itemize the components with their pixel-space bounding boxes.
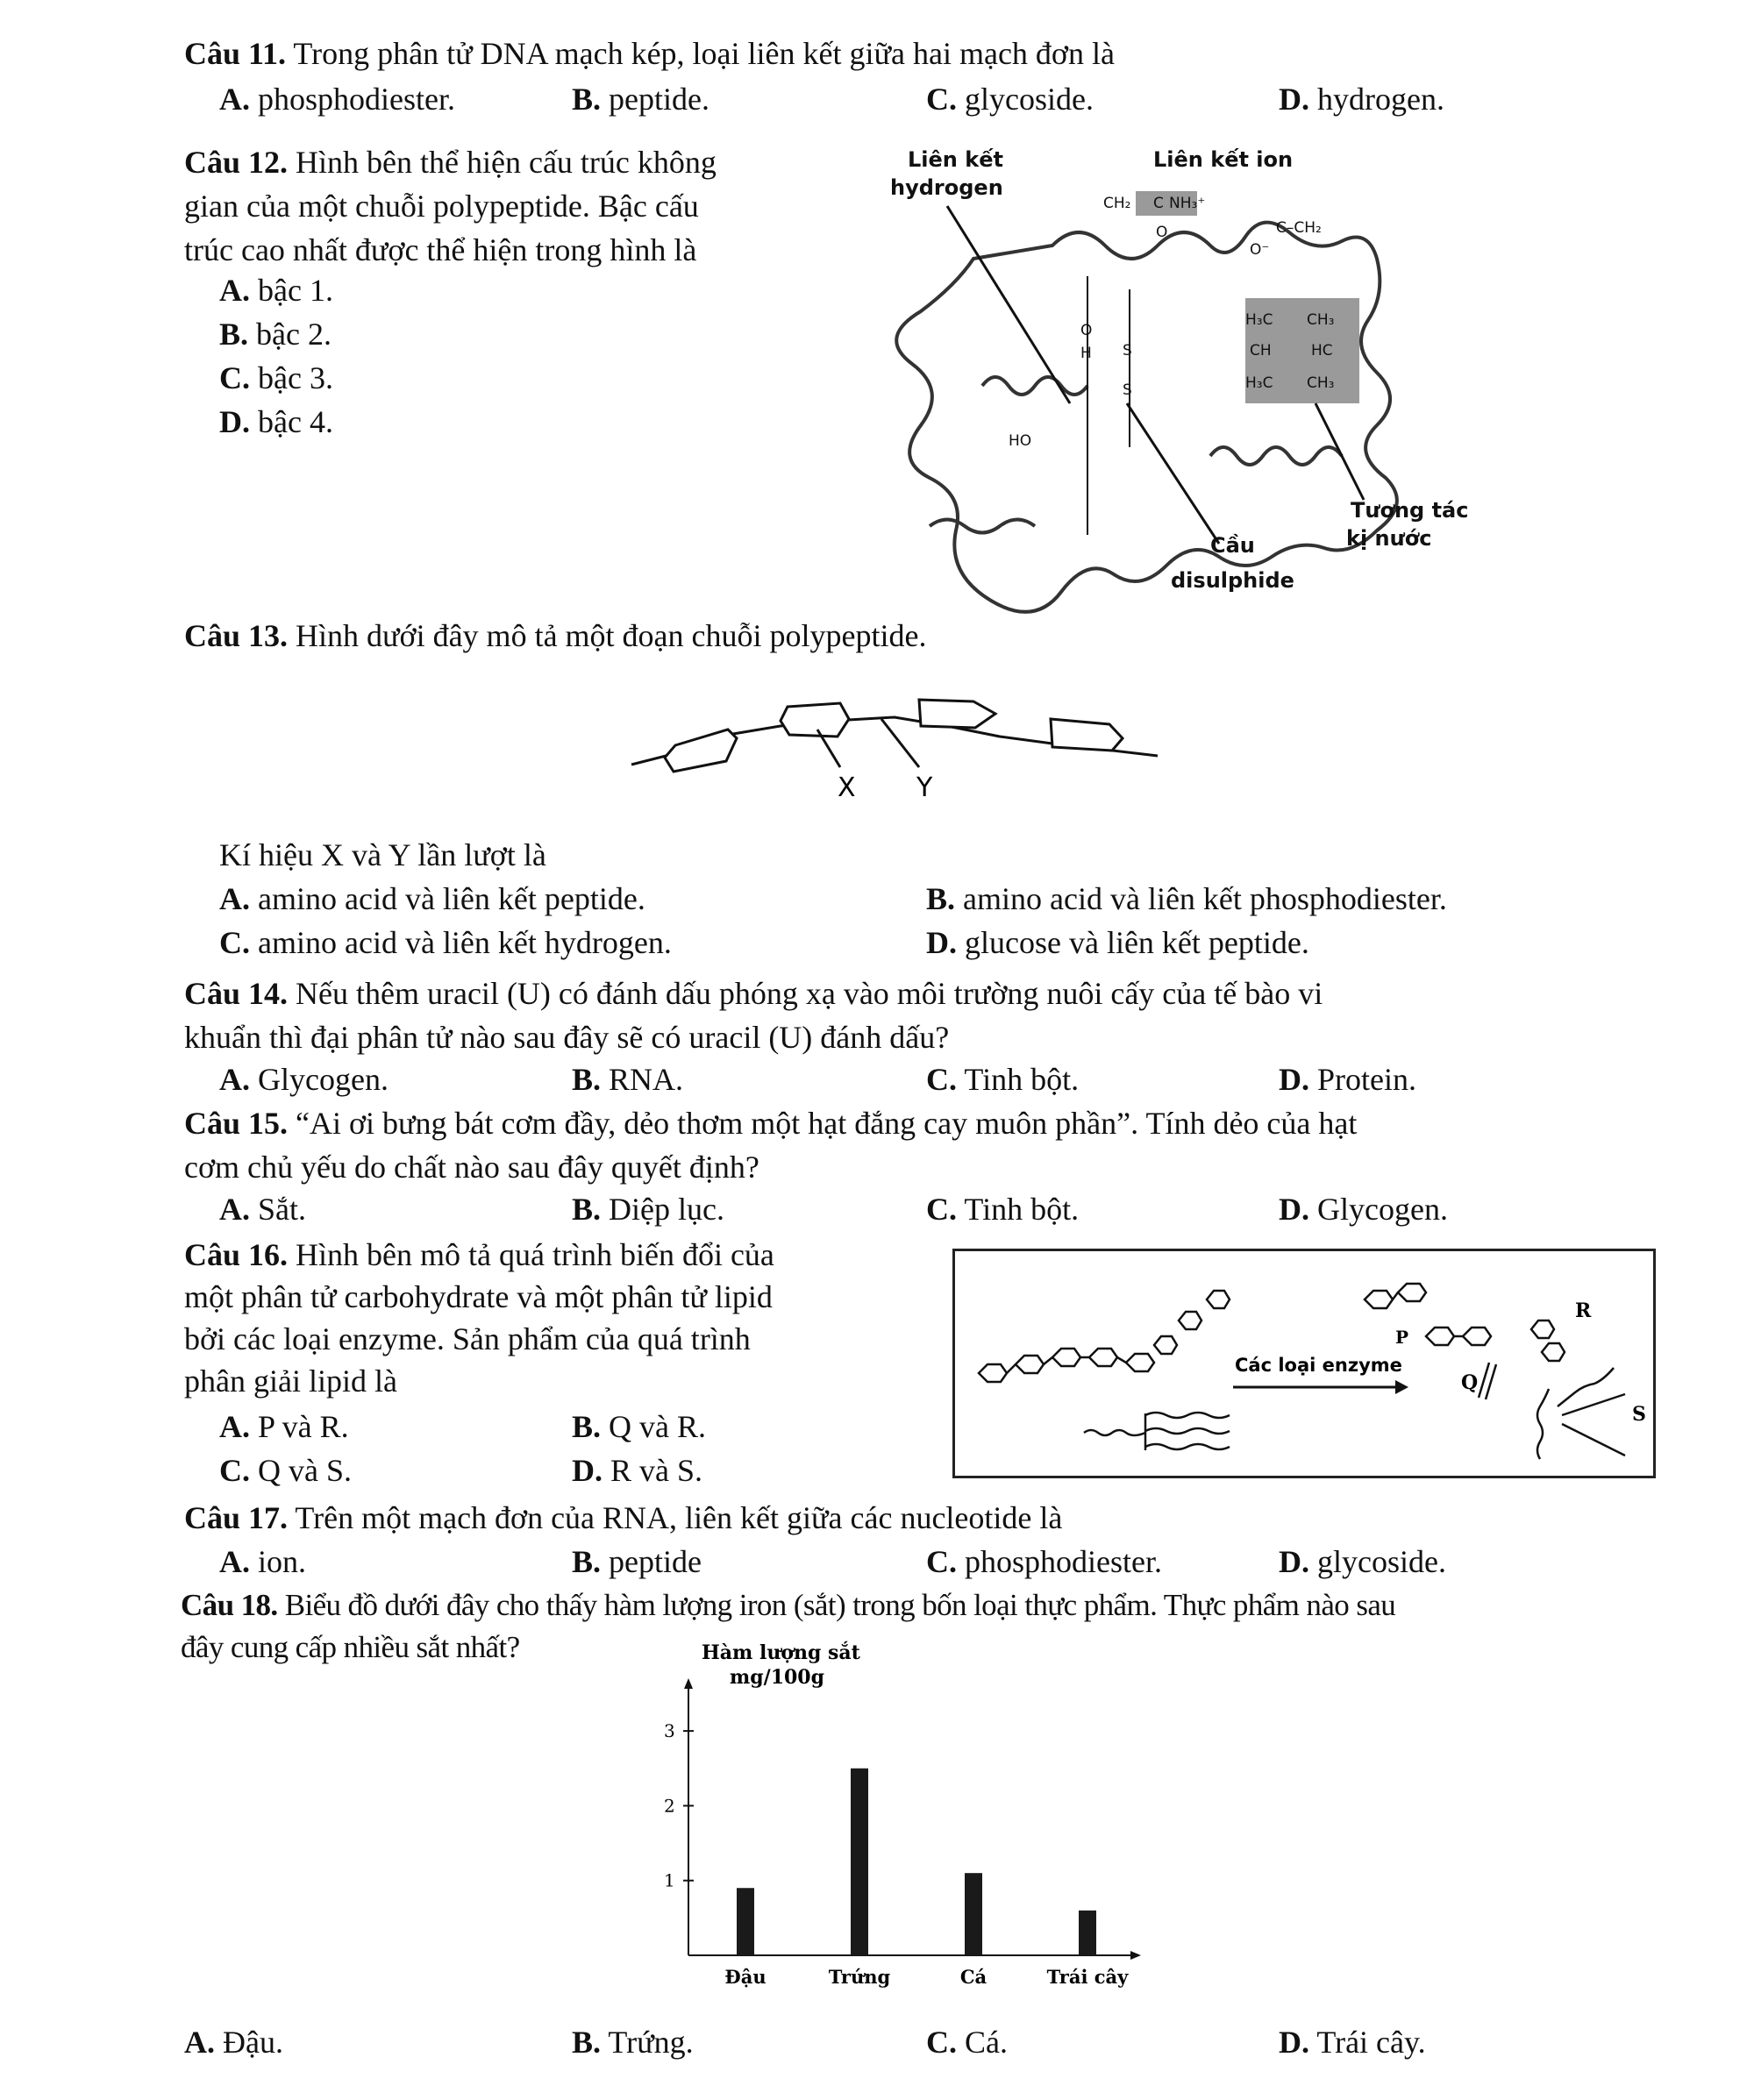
chem-o-top: O <box>1156 224 1168 241</box>
disulfide-pointer <box>1127 403 1219 544</box>
y-tick-label: 2 <box>664 1795 675 1817</box>
y-tick-label: 3 <box>664 1720 675 1742</box>
option-letter: B. <box>572 1062 602 1097</box>
option-letter: D. <box>1279 1544 1309 1579</box>
label-hydrophobic-1: Tương tác <box>1351 498 1469 523</box>
option-letter: D. <box>1279 1192 1309 1227</box>
option-letter: B. <box>572 82 602 117</box>
q15-option-d[interactable] <box>1279 1189 1448 1229</box>
q18-stem-line-1 <box>181 1585 1395 1626</box>
option-letter: A. <box>219 1192 250 1227</box>
option-text: amino acid và liên kết phosphodiester. <box>963 881 1447 916</box>
option-letter: D. <box>219 404 250 439</box>
option-text: bậc 2. <box>256 317 332 352</box>
q17-option-a[interactable] <box>219 1541 306 1582</box>
carbohydrate-chain <box>979 1291 1230 1382</box>
option-text: hydrogen. <box>1317 82 1444 117</box>
q14-number: Câu 14. <box>184 976 289 1011</box>
option-letter: A. <box>219 881 250 916</box>
q11-option-c[interactable] <box>926 79 1094 119</box>
option-letter: D. <box>1279 2025 1309 2060</box>
x-tick-label: Cá <box>959 1966 988 1988</box>
option-letter: D. <box>1279 82 1309 117</box>
x-tick-label: Trứng <box>828 1966 891 1988</box>
option-letter: C. <box>219 1453 250 1488</box>
q18-option-a[interactable] <box>184 2022 283 2062</box>
chem-hc: HC <box>1311 342 1333 359</box>
chem-ho: HO <box>1009 432 1032 450</box>
q14-stem-line-2: khuẩn thì đại phân tử nào sau đây sẽ có uracil (U) đánh dấu? <box>184 1020 950 1055</box>
hydrophobic-pointer <box>1316 403 1364 500</box>
q14-option-c[interactable] <box>926 1059 1079 1100</box>
x-tick-label: Trái cây <box>1046 1966 1129 1988</box>
q13-question: Kí hiệu X và Y lần lượt là <box>219 837 546 872</box>
option-letter: A. <box>219 82 250 117</box>
q18-number: Câu 18. <box>181 1588 278 1622</box>
option-letter: D. <box>572 1453 602 1488</box>
label-hydrophobic-2: kị nước <box>1346 526 1432 551</box>
label-ion: Liên kết ion <box>1153 147 1294 172</box>
q16-option-a[interactable] <box>219 1406 349 1447</box>
option-letter: C. <box>926 1192 957 1227</box>
q16-option-b[interactable] <box>572 1406 706 1447</box>
option-text: Tinh bột. <box>964 1062 1080 1097</box>
option-text: amino acid và liên kết peptide. <box>258 881 645 916</box>
amino-acid-unit <box>919 700 995 728</box>
q16-stem-line-4: phân giải lipid là <box>184 1363 397 1399</box>
chem-o-minus: O⁻ <box>1250 241 1270 259</box>
chem-c-top: C <box>1153 195 1164 212</box>
q15-option-a[interactable] <box>219 1189 306 1229</box>
q11-option-a[interactable] <box>219 79 455 119</box>
bar <box>965 1873 982 1955</box>
chem-nh3: NH₃⁺ <box>1169 195 1206 212</box>
q12-stem-line-2: gian của một chuỗi polypeptide. Bậc cấu <box>184 189 699 224</box>
chart-title: Hàm lượng sắt <box>702 1641 860 1664</box>
option-text: Trái cây. <box>1316 2025 1426 2060</box>
q12-stem-text: Hình bên thể hiện cấu trúc không <box>296 145 717 180</box>
q16-stem-line-1 <box>184 1235 774 1275</box>
arrow-head-icon <box>1395 1380 1408 1394</box>
option-text: Tinh bột. <box>964 1192 1080 1227</box>
q12-option-d[interactable] <box>219 402 333 442</box>
q13-option-d[interactable] <box>926 922 1309 963</box>
q15-stem-line-1 <box>184 1103 1357 1143</box>
option-letter: A. <box>219 1544 250 1579</box>
q13-polypeptide-figure <box>631 684 1175 807</box>
label-s: S <box>1632 1403 1646 1426</box>
y-pointer <box>881 719 919 767</box>
chart-ylabel: mg/100g <box>730 1666 825 1689</box>
y-axis-arrow-icon <box>684 1678 693 1689</box>
option-text: Glycogen. <box>258 1062 389 1097</box>
q12-number: Câu 12. <box>184 145 289 180</box>
option-letter: B. <box>572 2025 602 2060</box>
q13-stem <box>184 616 926 656</box>
q15-number: Câu 15. <box>184 1106 289 1141</box>
option-letter: C. <box>219 360 250 395</box>
q16-number: Câu 16. <box>184 1237 289 1272</box>
q15-stem-text: “Ai ơi bưng bát cơm đầy, dẻo thơm một hạt đắng cay muôn phần”. Tính dẻo của hạt <box>296 1106 1358 1141</box>
q17-option-c[interactable] <box>926 1541 1162 1582</box>
q15-stem-line-2: cơm chủ yếu do chất nào sau đây quyết định? <box>184 1150 759 1185</box>
label-hbond-1: Liên kết <box>908 147 1003 172</box>
option-text: RNA. <box>609 1062 684 1097</box>
product-s-fatty-acids <box>1537 1368 1625 1459</box>
q11-option-b[interactable] <box>572 79 709 119</box>
option-letter: A. <box>184 2025 215 2060</box>
q14-stem-line-1 <box>184 973 1323 1014</box>
chem-h3c-2: H₃C <box>1245 374 1273 392</box>
option-letter: C. <box>926 1062 957 1097</box>
q13-option-c[interactable] <box>219 922 672 963</box>
q13-option-b[interactable] <box>926 879 1447 919</box>
option-text: Q và R. <box>609 1409 707 1444</box>
option-text: glucose và liên kết peptide. <box>965 925 1309 960</box>
option-text: glycoside. <box>965 82 1094 117</box>
q16-stem-line-2: một phân tử carbohydrate và một phân tử lipid <box>184 1279 773 1314</box>
q17-option-d[interactable] <box>1279 1541 1446 1582</box>
product-r-glucose <box>1531 1321 1565 1361</box>
option-text: P và R. <box>258 1409 349 1444</box>
option-text: phosphodiester. <box>965 1544 1162 1579</box>
option-letter: C. <box>219 925 250 960</box>
option-text: R và S. <box>610 1453 703 1488</box>
option-text: Cá. <box>965 2025 1008 2060</box>
option-text: bậc 1. <box>258 273 333 308</box>
q13-stem-text: Hình dưới đây mô tả một đoạn chuỗi polypeptide. <box>296 618 927 653</box>
q12-stem-line-3: trúc cao nhất được thể hiện trong hình là <box>184 232 697 267</box>
y-tick-label: 1 <box>664 1869 675 1891</box>
lipid-molecule <box>1084 1413 1230 1450</box>
chem-ch2-top: CH₂ <box>1103 195 1131 212</box>
option-letter: B. <box>219 317 249 352</box>
chem-h: H <box>1080 345 1092 362</box>
option-letter: C. <box>926 1544 957 1579</box>
q14-stem-text: Nếu thêm uracil (U) có đánh dấu phóng xạ vào môi trường nuôi cấy của tế bào vi <box>296 976 1323 1011</box>
q16-stem-line-3: bởi các loại enzyme. Sản phẩm của quá trình <box>184 1321 751 1356</box>
q15-option-b[interactable] <box>572 1189 724 1229</box>
option-letter: B. <box>572 1192 602 1227</box>
bar <box>1079 1911 1096 1955</box>
q12-option-c[interactable] <box>219 358 333 398</box>
option-text: Trứng. <box>608 2025 694 2060</box>
chem-s-1: S <box>1123 342 1132 359</box>
label-hbond-2: hydrogen <box>890 175 1003 200</box>
option-letter: C. <box>926 82 957 117</box>
arrow-label: Các loại enzyme <box>1235 1355 1402 1376</box>
chem-s-2: S <box>1123 381 1132 399</box>
q12-option-b[interactable] <box>219 314 332 354</box>
q17-stem <box>184 1498 1062 1538</box>
q16-stem-text: Hình bên mô tả quá trình biến đổi của <box>296 1237 774 1272</box>
q13-number: Câu 13. <box>184 618 289 653</box>
chem-ch3-2: CH₃ <box>1307 374 1335 392</box>
q15-option-c[interactable] <box>926 1189 1079 1229</box>
bar <box>851 1769 868 1955</box>
q12-stem-line-1 <box>184 142 717 182</box>
q12-option-a[interactable] <box>219 270 333 310</box>
q16-enzyme-figure <box>952 1249 1656 1478</box>
product-q-glycerol <box>1479 1363 1496 1399</box>
option-letter: A. <box>219 1409 250 1444</box>
product-p-disaccharides <box>1365 1284 1491 1345</box>
amino-acid-unit <box>665 730 737 772</box>
q13-option-a[interactable] <box>219 879 645 919</box>
chem-o-mid: O <box>1080 322 1093 339</box>
q16-option-d[interactable] <box>572 1450 702 1491</box>
label-y: Y <box>916 772 933 803</box>
chem-c-ch2: C–CH₂ <box>1276 219 1322 237</box>
option-letter: B. <box>926 881 956 916</box>
label-q: Q <box>1461 1371 1479 1394</box>
option-letter: A. <box>219 1062 250 1097</box>
q17-stem-text: Trên một mạch đơn của RNA, liên kết giữa các nucleotide là <box>295 1500 1063 1535</box>
option-text: amino acid và liên kết hydrogen. <box>258 925 672 960</box>
q14-option-b[interactable] <box>572 1059 683 1100</box>
q12-protein-figure <box>877 140 1508 605</box>
q11-stem <box>184 33 1115 74</box>
q14-option-d[interactable] <box>1279 1059 1416 1100</box>
amino-acid-unit <box>781 703 849 737</box>
q11-number: Câu 11. <box>184 36 287 71</box>
option-letter: D. <box>926 925 957 960</box>
q18-option-d[interactable] <box>1279 2022 1426 2062</box>
q17-option-b[interactable] <box>572 1541 702 1582</box>
bar <box>737 1888 754 1955</box>
hbond-pointer <box>947 206 1070 403</box>
chem-h3c-1: H₃C <box>1245 311 1273 329</box>
x-axis-arrow-icon <box>1130 1951 1141 1960</box>
option-letter: D. <box>1279 1062 1309 1097</box>
label-r: R <box>1575 1299 1592 1322</box>
option-letter: C. <box>926 2025 957 2060</box>
option-text: Đậu. <box>223 2025 283 2060</box>
q17-number: Câu 17. <box>184 1500 289 1535</box>
q18-stem-line-2: đây cung cấp nhiều sắt nhất? <box>181 1630 520 1664</box>
chem-ch3-1: CH₃ <box>1307 311 1335 329</box>
option-text: Diệp lục. <box>609 1192 724 1227</box>
option-text: peptide. <box>609 82 709 117</box>
label-disulfide-2: disulphide <box>1171 568 1294 593</box>
q16-option-c[interactable] <box>219 1450 352 1491</box>
amino-acid-unit <box>1051 719 1123 751</box>
q18-stem-text: Biểu đồ dưới đây cho thấy hàm lượng iron (sắt) trong bốn loại thực phẩm. Thực phẩm nào sau <box>284 1588 1396 1622</box>
option-text: Glycogen. <box>1317 1192 1448 1227</box>
option-text: glycoside. <box>1317 1544 1446 1579</box>
option-text: Protein. <box>1317 1062 1416 1097</box>
q11-option-d[interactable] <box>1279 79 1444 119</box>
option-letter: A. <box>219 273 250 308</box>
option-text: bậc 4. <box>258 404 333 439</box>
option-letter: B. <box>572 1409 602 1444</box>
label-disulfide-1: Cầu <box>1210 533 1255 558</box>
option-text: phosphodiester. <box>258 82 455 117</box>
option-text: Sắt. <box>258 1192 307 1227</box>
q18-option-b[interactable] <box>572 2022 694 2062</box>
x-tick-label: Đậu <box>724 1966 766 1988</box>
label-p: P <box>1395 1327 1409 1348</box>
chem-ch: CH <box>1250 342 1272 359</box>
iron-bar-chart <box>649 1631 1158 2008</box>
option-letter: B. <box>572 1544 602 1579</box>
option-text: bậc 3. <box>258 360 333 395</box>
option-text: ion. <box>258 1544 307 1579</box>
option-text: peptide <box>609 1544 702 1579</box>
option-text: Q và S. <box>258 1453 352 1488</box>
q11-stem-text: Trong phân tử DNA mạch kép, loại liên kết giữa hai mạch đơn là <box>293 36 1115 71</box>
label-x: X <box>838 772 856 803</box>
q18-option-c[interactable] <box>926 2022 1008 2062</box>
q14-option-a[interactable] <box>219 1059 389 1100</box>
